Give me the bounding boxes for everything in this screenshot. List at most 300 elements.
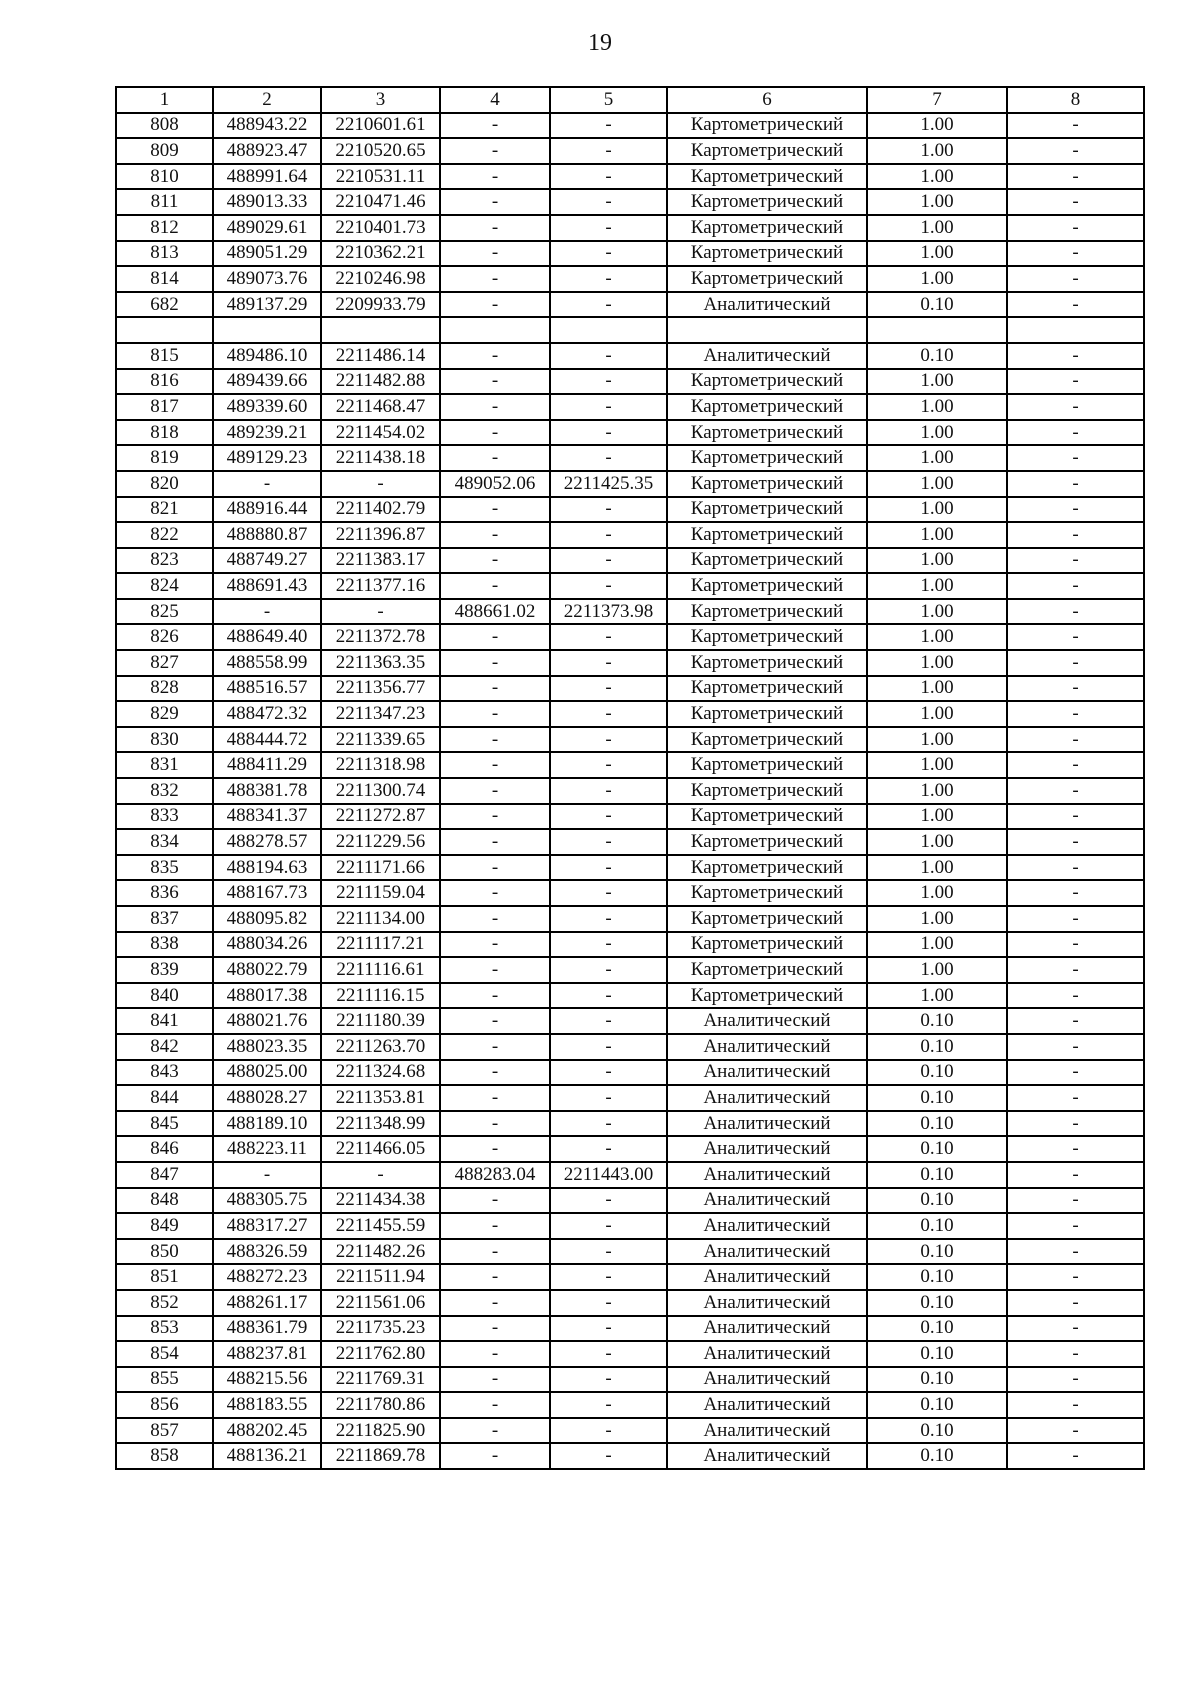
x-new-cell: -: [440, 1341, 550, 1367]
table-row: [116, 1136, 1144, 1162]
accuracy-cell: 0.10: [867, 1060, 1007, 1086]
y-coordinate-cell: 2211482.26: [321, 1239, 440, 1265]
y-coordinate-cell: 2211339.65: [321, 727, 440, 753]
point-number-cell: 831: [116, 752, 213, 778]
y-coordinate-cell: 2211769.31: [321, 1367, 440, 1393]
y-coordinate-cell: [321, 317, 440, 343]
y-coordinate-cell: 2210520.65: [321, 138, 440, 164]
x-coordinate-cell: 489051.29: [213, 241, 321, 267]
description-cell: -: [1007, 1418, 1144, 1444]
y-new-cell: -: [550, 215, 667, 241]
y-coordinate-cell: 2211825.90: [321, 1418, 440, 1444]
x-coordinate-cell: 488095.82: [213, 906, 321, 932]
table-row: [116, 266, 1144, 292]
accuracy-cell: 1.00: [867, 650, 1007, 676]
method-cell: Аналитический: [667, 1188, 867, 1214]
y-new-cell: -: [550, 983, 667, 1009]
x-new-cell: -: [440, 880, 550, 906]
method-cell: Аналитический: [667, 1213, 867, 1239]
x-new-cell: -: [440, 727, 550, 753]
x-coordinate-cell: 488167.73: [213, 880, 321, 906]
y-coordinate-cell: 2211116.61: [321, 957, 440, 983]
point-number-cell: 811: [116, 189, 213, 215]
description-cell: -: [1007, 599, 1144, 625]
method-cell: Картометрический: [667, 471, 867, 497]
point-number-cell: 828: [116, 676, 213, 702]
column-header-7: 7: [867, 87, 1007, 113]
table-row: [116, 599, 1144, 625]
x-coordinate-cell: 489137.29: [213, 292, 321, 318]
accuracy-cell: 1.00: [867, 266, 1007, 292]
y-new-cell: -: [550, 880, 667, 906]
method-cell: Аналитический: [667, 1239, 867, 1265]
y-coordinate-cell: 2211263.70: [321, 1034, 440, 1060]
table-row: [116, 113, 1144, 139]
method-cell: Картометрический: [667, 701, 867, 727]
y-new-cell: -: [550, 1418, 667, 1444]
accuracy-cell: 0.10: [867, 1367, 1007, 1393]
y-coordinate-cell: 2211561.06: [321, 1290, 440, 1316]
description-cell: -: [1007, 241, 1144, 267]
x-coordinate-cell: 489013.33: [213, 189, 321, 215]
accuracy-cell: 1.00: [867, 701, 1007, 727]
method-cell: Аналитический: [667, 1418, 867, 1444]
table-row: [116, 420, 1144, 446]
table-row: [116, 1367, 1144, 1393]
y-new-cell: -: [550, 1136, 667, 1162]
accuracy-cell: 0.10: [867, 292, 1007, 318]
y-new-cell: -: [550, 241, 667, 267]
x-new-cell: -: [440, 241, 550, 267]
x-new-cell: -: [440, 1290, 550, 1316]
y-new-cell: -: [550, 113, 667, 139]
method-cell: Аналитический: [667, 1341, 867, 1367]
y-new-cell: -: [550, 727, 667, 753]
y-coordinate-cell: 2211348.99: [321, 1111, 440, 1137]
table-row: [116, 1188, 1144, 1214]
description-cell: -: [1007, 1085, 1144, 1111]
table-row: [116, 471, 1144, 497]
y-coordinate-cell: 2211511.94: [321, 1264, 440, 1290]
accuracy-cell: 1.00: [867, 522, 1007, 548]
y-coordinate-cell: 2211434.38: [321, 1188, 440, 1214]
y-coordinate-cell: 2211117.21: [321, 932, 440, 958]
x-new-cell: -: [440, 624, 550, 650]
y-new-cell: -: [550, 957, 667, 983]
description-cell: -: [1007, 1367, 1144, 1393]
method-cell: Аналитический: [667, 1443, 867, 1469]
y-coordinate-cell: 2211468.47: [321, 394, 440, 420]
y-coordinate-cell: 2210401.73: [321, 215, 440, 241]
table-row: [116, 1213, 1144, 1239]
y-new-cell: [550, 317, 667, 343]
table-row: [116, 369, 1144, 395]
x-coordinate-cell: 488516.57: [213, 676, 321, 702]
method-cell: Картометрический: [667, 599, 867, 625]
accuracy-cell: 0.10: [867, 1136, 1007, 1162]
y-new-cell: -: [550, 369, 667, 395]
y-new-cell: -: [550, 266, 667, 292]
y-new-cell: -: [550, 829, 667, 855]
point-number-cell: 858: [116, 1443, 213, 1469]
y-new-cell: 2211443.00: [550, 1162, 667, 1188]
description-cell: -: [1007, 189, 1144, 215]
column-header-1: 1: [116, 87, 213, 113]
table-row: [116, 676, 1144, 702]
x-new-cell: 489052.06: [440, 471, 550, 497]
x-coordinate-cell: 488943.22: [213, 113, 321, 139]
x-new-cell: -: [440, 215, 550, 241]
description-cell: -: [1007, 215, 1144, 241]
method-cell: Картометрический: [667, 548, 867, 574]
method-cell: Аналитический: [667, 1392, 867, 1418]
description-cell: -: [1007, 573, 1144, 599]
accuracy-cell: 0.10: [867, 1443, 1007, 1469]
x-coordinate-cell: 489029.61: [213, 215, 321, 241]
description-cell: -: [1007, 113, 1144, 139]
description-cell: -: [1007, 548, 1144, 574]
point-number-cell: 848: [116, 1188, 213, 1214]
x-new-cell: -: [440, 164, 550, 190]
table-row: [116, 1392, 1144, 1418]
y-coordinate-cell: 2211377.16: [321, 573, 440, 599]
table-row: [116, 727, 1144, 753]
description-cell: -: [1007, 394, 1144, 420]
y-new-cell: -: [550, 522, 667, 548]
point-number-cell: 842: [116, 1034, 213, 1060]
accuracy-cell: 1.00: [867, 932, 1007, 958]
column-header-5: 5: [550, 87, 667, 113]
x-new-cell: -: [440, 1111, 550, 1137]
method-cell: Картометрический: [667, 624, 867, 650]
y-coordinate-cell: 2211438.18: [321, 445, 440, 471]
description-cell: -: [1007, 829, 1144, 855]
x-coordinate-cell: 488916.44: [213, 497, 321, 523]
table-row: [116, 1264, 1144, 1290]
x-new-cell: -: [440, 420, 550, 446]
method-cell: Аналитический: [667, 1085, 867, 1111]
method-cell: Картометрический: [667, 369, 867, 395]
method-cell: Аналитический: [667, 1162, 867, 1188]
column-header-4: 4: [440, 87, 550, 113]
x-new-cell: -: [440, 1213, 550, 1239]
x-coordinate-cell: [213, 317, 321, 343]
point-number-cell: 845: [116, 1111, 213, 1137]
point-number-cell: 821: [116, 497, 213, 523]
description-cell: -: [1007, 906, 1144, 932]
accuracy-cell: 0.10: [867, 1008, 1007, 1034]
accuracy-cell: 1.00: [867, 829, 1007, 855]
table-row: [116, 138, 1144, 164]
description-cell: -: [1007, 343, 1144, 369]
accuracy-cell: 1.00: [867, 189, 1007, 215]
table-body: [116, 113, 1144, 1469]
point-number-cell: 849: [116, 1213, 213, 1239]
method-cell: Аналитический: [667, 343, 867, 369]
x-new-cell: -: [440, 957, 550, 983]
x-coordinate-cell: -: [213, 1162, 321, 1188]
y-new-cell: -: [550, 1367, 667, 1393]
x-new-cell: -: [440, 548, 550, 574]
y-coordinate-cell: 2209933.79: [321, 292, 440, 318]
x-new-cell: -: [440, 983, 550, 1009]
y-new-cell: -: [550, 752, 667, 778]
y-new-cell: -: [550, 1443, 667, 1469]
y-new-cell: -: [550, 1239, 667, 1265]
method-cell: Картометрический: [667, 906, 867, 932]
y-new-cell: -: [550, 420, 667, 446]
point-number-cell: 827: [116, 650, 213, 676]
description-cell: -: [1007, 369, 1144, 395]
x-coordinate-cell: 488381.78: [213, 778, 321, 804]
point-number-cell: 850: [116, 1239, 213, 1265]
table-row: [116, 241, 1144, 267]
x-coordinate-cell: 488444.72: [213, 727, 321, 753]
x-new-cell: -: [440, 1392, 550, 1418]
point-number-cell: 832: [116, 778, 213, 804]
point-number-cell: 812: [116, 215, 213, 241]
description-cell: -: [1007, 1111, 1144, 1137]
column-header-2: 2: [213, 87, 321, 113]
method-cell: [667, 317, 867, 343]
accuracy-cell: 1.00: [867, 369, 1007, 395]
accuracy-cell: 1.00: [867, 548, 1007, 574]
accuracy-cell: 1.00: [867, 676, 1007, 702]
x-coordinate-cell: 489239.21: [213, 420, 321, 446]
method-cell: Картометрический: [667, 573, 867, 599]
x-coordinate-cell: 488278.57: [213, 829, 321, 855]
x-new-cell: -: [440, 855, 550, 881]
y-new-cell: -: [550, 855, 667, 881]
y-new-cell: 2211373.98: [550, 599, 667, 625]
description-cell: -: [1007, 676, 1144, 702]
x-coordinate-cell: 488028.27: [213, 1085, 321, 1111]
table-row: [116, 394, 1144, 420]
y-coordinate-cell: 2211159.04: [321, 880, 440, 906]
point-number-cell: 856: [116, 1392, 213, 1418]
y-coordinate-cell: 2211780.86: [321, 1392, 440, 1418]
y-new-cell: -: [550, 1060, 667, 1086]
method-cell: Картометрический: [667, 957, 867, 983]
method-cell: Аналитический: [667, 1264, 867, 1290]
x-new-cell: -: [440, 1418, 550, 1444]
x-coordinate-cell: 488326.59: [213, 1239, 321, 1265]
y-coordinate-cell: 2211466.05: [321, 1136, 440, 1162]
x-coordinate-cell: 488223.11: [213, 1136, 321, 1162]
point-number-cell: 824: [116, 573, 213, 599]
table-row: [116, 752, 1144, 778]
method-cell: Картометрический: [667, 241, 867, 267]
description-cell: -: [1007, 650, 1144, 676]
y-new-cell: -: [550, 778, 667, 804]
accuracy-cell: 0.10: [867, 1111, 1007, 1137]
y-new-cell: -: [550, 445, 667, 471]
x-coordinate-cell: 488261.17: [213, 1290, 321, 1316]
description-cell: -: [1007, 804, 1144, 830]
y-new-cell: -: [550, 189, 667, 215]
description-cell: -: [1007, 138, 1144, 164]
method-cell: Картометрический: [667, 983, 867, 1009]
x-new-cell: -: [440, 1136, 550, 1162]
y-coordinate-cell: 2210531.11: [321, 164, 440, 190]
accuracy-cell: 0.10: [867, 1188, 1007, 1214]
point-number-cell: 682: [116, 292, 213, 318]
y-coordinate-cell: 2211180.39: [321, 1008, 440, 1034]
x-coordinate-cell: 489339.60: [213, 394, 321, 420]
x-coordinate-cell: -: [213, 599, 321, 625]
x-new-cell: -: [440, 497, 550, 523]
y-new-cell: -: [550, 1213, 667, 1239]
method-cell: Картометрический: [667, 189, 867, 215]
y-coordinate-cell: 2211356.77: [321, 676, 440, 702]
accuracy-cell: 1.00: [867, 471, 1007, 497]
point-number-cell: 817: [116, 394, 213, 420]
point-number-cell: 813: [116, 241, 213, 267]
point-number-cell: 854: [116, 1341, 213, 1367]
y-new-cell: -: [550, 1290, 667, 1316]
x-new-cell: -: [440, 1085, 550, 1111]
y-new-cell: -: [550, 573, 667, 599]
method-cell: Картометрический: [667, 420, 867, 446]
x-new-cell: -: [440, 1367, 550, 1393]
point-number-cell: 843: [116, 1060, 213, 1086]
table-row: [116, 932, 1144, 958]
method-cell: Картометрический: [667, 778, 867, 804]
page-number: 19: [588, 30, 612, 56]
point-number-cell: [116, 317, 213, 343]
x-new-cell: -: [440, 701, 550, 727]
x-new-cell: -: [440, 1239, 550, 1265]
accuracy-cell: 0.10: [867, 1264, 1007, 1290]
x-coordinate-cell: 488649.40: [213, 624, 321, 650]
y-coordinate-cell: 2210601.61: [321, 113, 440, 139]
description-cell: -: [1007, 1034, 1144, 1060]
y-new-cell: -: [550, 394, 667, 420]
y-coordinate-cell: -: [321, 599, 440, 625]
method-cell: Аналитический: [667, 1316, 867, 1342]
x-new-cell: -: [440, 1188, 550, 1214]
point-number-cell: 833: [116, 804, 213, 830]
y-new-cell: -: [550, 701, 667, 727]
table-header-row: [116, 87, 1144, 113]
accuracy-cell: 1.00: [867, 497, 1007, 523]
x-new-cell: -: [440, 292, 550, 318]
table-row: [116, 1316, 1144, 1342]
method-cell: Картометрический: [667, 266, 867, 292]
accuracy-cell: 1.00: [867, 906, 1007, 932]
table-row: [116, 497, 1144, 523]
x-new-cell: -: [440, 906, 550, 932]
point-number-cell: 809: [116, 138, 213, 164]
x-new-cell: -: [440, 113, 550, 139]
x-new-cell: -: [440, 804, 550, 830]
method-cell: Картометрический: [667, 113, 867, 139]
x-new-cell: 488283.04: [440, 1162, 550, 1188]
y-new-cell: -: [550, 650, 667, 676]
y-new-cell: -: [550, 906, 667, 932]
x-new-cell: -: [440, 1316, 550, 1342]
x-coordinate-cell: 488317.27: [213, 1213, 321, 1239]
y-new-cell: -: [550, 624, 667, 650]
point-number-cell: 851: [116, 1264, 213, 1290]
accuracy-cell: 0.10: [867, 1213, 1007, 1239]
y-new-cell: -: [550, 1392, 667, 1418]
method-cell: Картометрический: [667, 138, 867, 164]
point-number-cell: 834: [116, 829, 213, 855]
x-coordinate-cell: 488183.55: [213, 1392, 321, 1418]
y-coordinate-cell: 2211762.80: [321, 1341, 440, 1367]
accuracy-cell: 1.00: [867, 164, 1007, 190]
accuracy-cell: 0.10: [867, 343, 1007, 369]
x-coordinate-cell: 488215.56: [213, 1367, 321, 1393]
table-row: [116, 1008, 1144, 1034]
table-row: [116, 343, 1144, 369]
description-cell: -: [1007, 522, 1144, 548]
description-cell: -: [1007, 1264, 1144, 1290]
point-number-cell: 847: [116, 1162, 213, 1188]
y-coordinate-cell: 2210362.21: [321, 241, 440, 267]
description-cell: -: [1007, 266, 1144, 292]
x-coordinate-cell: 488022.79: [213, 957, 321, 983]
method-cell: Аналитический: [667, 1136, 867, 1162]
method-cell: Картометрический: [667, 804, 867, 830]
y-new-cell: -: [550, 804, 667, 830]
y-new-cell: -: [550, 1008, 667, 1034]
table-row: [116, 1085, 1144, 1111]
x-new-cell: -: [440, 369, 550, 395]
description-cell: -: [1007, 1162, 1144, 1188]
table-row: [116, 317, 1144, 343]
description-cell: -: [1007, 880, 1144, 906]
method-cell: Картометрический: [667, 932, 867, 958]
table-row: [116, 215, 1144, 241]
y-new-cell: 2211425.35: [550, 471, 667, 497]
x-coordinate-cell: 489486.10: [213, 343, 321, 369]
column-header-3: 3: [321, 87, 440, 113]
table-row: [116, 1034, 1144, 1060]
x-coordinate-cell: 488237.81: [213, 1341, 321, 1367]
table-row: [116, 573, 1144, 599]
accuracy-cell: 1.00: [867, 445, 1007, 471]
method-cell: Картометрический: [667, 880, 867, 906]
description-cell: -: [1007, 1443, 1144, 1469]
table-row: [116, 522, 1144, 548]
description-cell: -: [1007, 752, 1144, 778]
point-number-cell: 826: [116, 624, 213, 650]
y-coordinate-cell: -: [321, 1162, 440, 1188]
point-number-cell: 853: [116, 1316, 213, 1342]
table-row: [116, 1443, 1144, 1469]
x-new-cell: -: [440, 650, 550, 676]
y-coordinate-cell: -: [321, 471, 440, 497]
description-cell: -: [1007, 1341, 1144, 1367]
point-number-cell: 840: [116, 983, 213, 1009]
x-new-cell: -: [440, 266, 550, 292]
point-number-cell: 844: [116, 1085, 213, 1111]
y-coordinate-cell: 2211116.15: [321, 983, 440, 1009]
y-coordinate-cell: 2211455.59: [321, 1213, 440, 1239]
y-coordinate-cell: 2211363.35: [321, 650, 440, 676]
y-coordinate-cell: 2211735.23: [321, 1316, 440, 1342]
table-row: [116, 548, 1144, 574]
y-coordinate-cell: 2211372.78: [321, 624, 440, 650]
method-cell: Аналитический: [667, 1290, 867, 1316]
table-row: [116, 189, 1144, 215]
table-row: [116, 906, 1144, 932]
y-coordinate-cell: 2211486.14: [321, 343, 440, 369]
table-row: [116, 164, 1144, 190]
description-cell: -: [1007, 727, 1144, 753]
